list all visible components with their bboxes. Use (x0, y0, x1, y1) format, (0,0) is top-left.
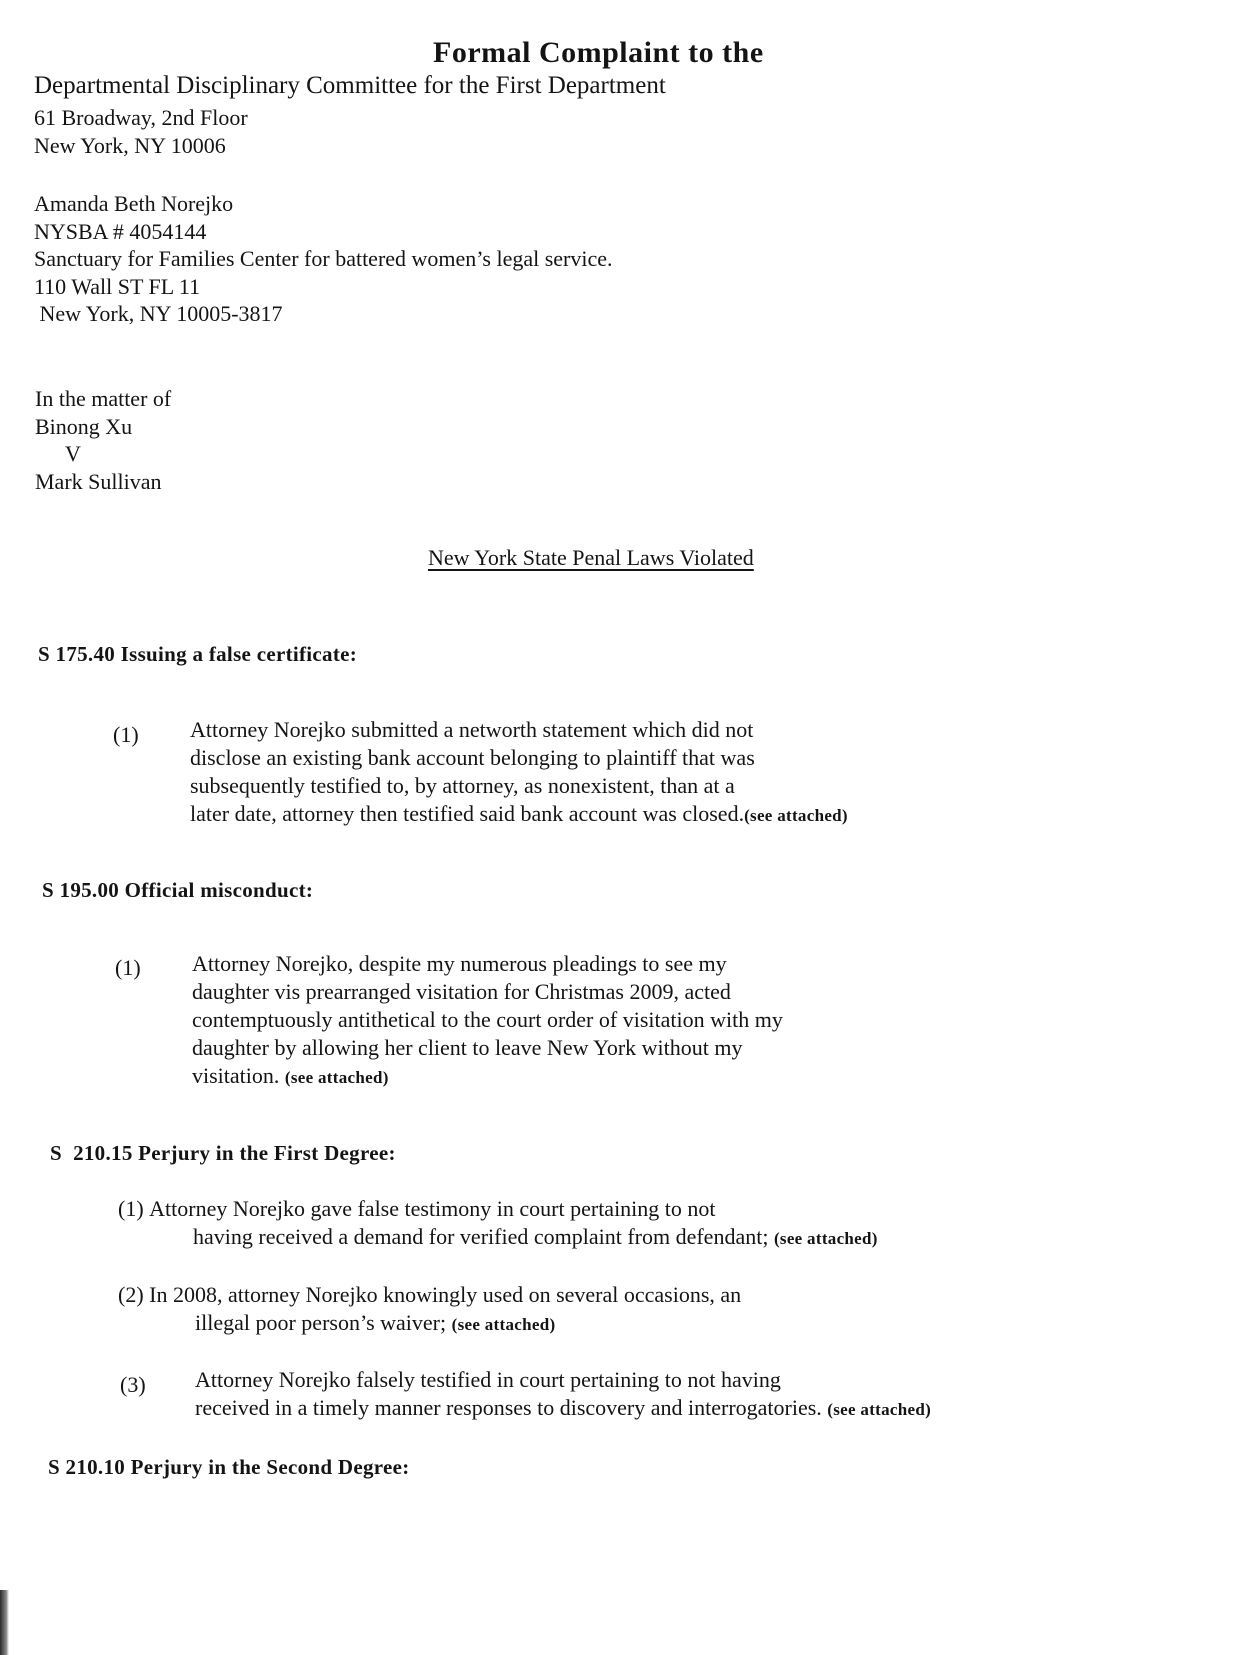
attorney-city: New York, NY 10005-3817 (34, 301, 283, 326)
item-text (195, 1366, 931, 1424)
item-line-text: In 2008, attorney Norejko knowingly used on several occasions, an (149, 1282, 742, 1307)
item-number: (1) (115, 955, 141, 980)
address-line: New York, NY 10006 (34, 132, 226, 158)
attorney-block (34, 190, 613, 328)
see-attached-note: (see attached) (744, 806, 848, 825)
committee-name: Departmental Disciplinary Committee for the First Department (34, 72, 666, 99)
item-line: subsequently testified to, by attorney, as nonexistent, than at a (190, 773, 735, 798)
item-line-text: received in a timely manner responses to discovery and interrogatories. (195, 1395, 828, 1420)
section-heading: S 195.00 Official misconduct: (42, 878, 314, 902)
matter-block (35, 385, 171, 495)
item-number: (3) (120, 1372, 146, 1397)
matter-intro: In the matter of (35, 386, 172, 411)
see-attached-note: (see attached) (773, 1229, 878, 1248)
item-line-text: having received a demand for verified complaint from defendant; (193, 1224, 774, 1249)
item-line: disclose an existing bank account belonging to plaintiff that was (190, 745, 755, 770)
scan-edge-artifact (0, 1590, 9, 1655)
section-heading: S 175.40 Issuing a false certificate: (38, 642, 358, 666)
item-text (118, 1195, 878, 1253)
matter-versus: V (65, 441, 81, 466)
item-line: contemptuously antithetical to the court order of visitation with my (192, 1007, 783, 1032)
penal-laws-heading: New York State Penal Laws Violated (428, 545, 754, 570)
item-line: Attorney Norejko, despite my numerous pleadings to see my (192, 951, 727, 976)
item-line (190, 800, 848, 830)
attorney-registration: NYSBA # 4054144 (34, 218, 207, 244)
section-heading: S 210.10 Perjury in the Second Degree: (48, 1455, 410, 1479)
see-attached-note: (see attached) (451, 1315, 556, 1334)
item-line (192, 1062, 783, 1092)
document-title: Formal Complaint to the (433, 36, 764, 69)
matter-party-2: Mark Sullivan (35, 468, 162, 494)
see-attached-note: (see attached) (827, 1400, 932, 1419)
item-number: (1) (113, 722, 139, 747)
address-line: 61 Broadway, 2nd Floor (34, 105, 248, 130)
item-line: Attorney Norejko submitted a networth statement which did not (190, 717, 754, 742)
committee-address (34, 104, 248, 159)
item-text (190, 716, 848, 830)
item-line: daughter by allowing her client to leave New York without my (192, 1035, 743, 1060)
attorney-street: 110 Wall ST FL 11 (34, 273, 201, 299)
item-line-text: illegal poor person’s waiver; (195, 1310, 452, 1335)
item-number: (2) (118, 1282, 144, 1307)
item-line-text: later date, attorney then testified said bank account was closed. (190, 801, 745, 826)
matter-party-1: Binong Xu (35, 413, 133, 439)
see-attached-note: (see attached) (284, 1068, 389, 1087)
item-line: Attorney Norejko falsely testified in court pertaining to not having (195, 1367, 781, 1392)
item-line: daughter vis prearranged visitation for Christmas 2009, acted (192, 979, 731, 1004)
item-line-text: Attorney Norejko gave false testimony in court pertaining to not (149, 1196, 716, 1221)
item-text (192, 950, 783, 1092)
item-text (118, 1281, 741, 1339)
attorney-organization: Sanctuary for Families Center for battered women’s legal service. (34, 246, 613, 271)
attorney-name: Amanda Beth Norejko (34, 191, 234, 216)
item-line-text: visitation. (192, 1063, 285, 1088)
item-number: (1) (118, 1196, 144, 1221)
section-heading: S 210.15 Perjury in the First Degree: (50, 1141, 396, 1165)
